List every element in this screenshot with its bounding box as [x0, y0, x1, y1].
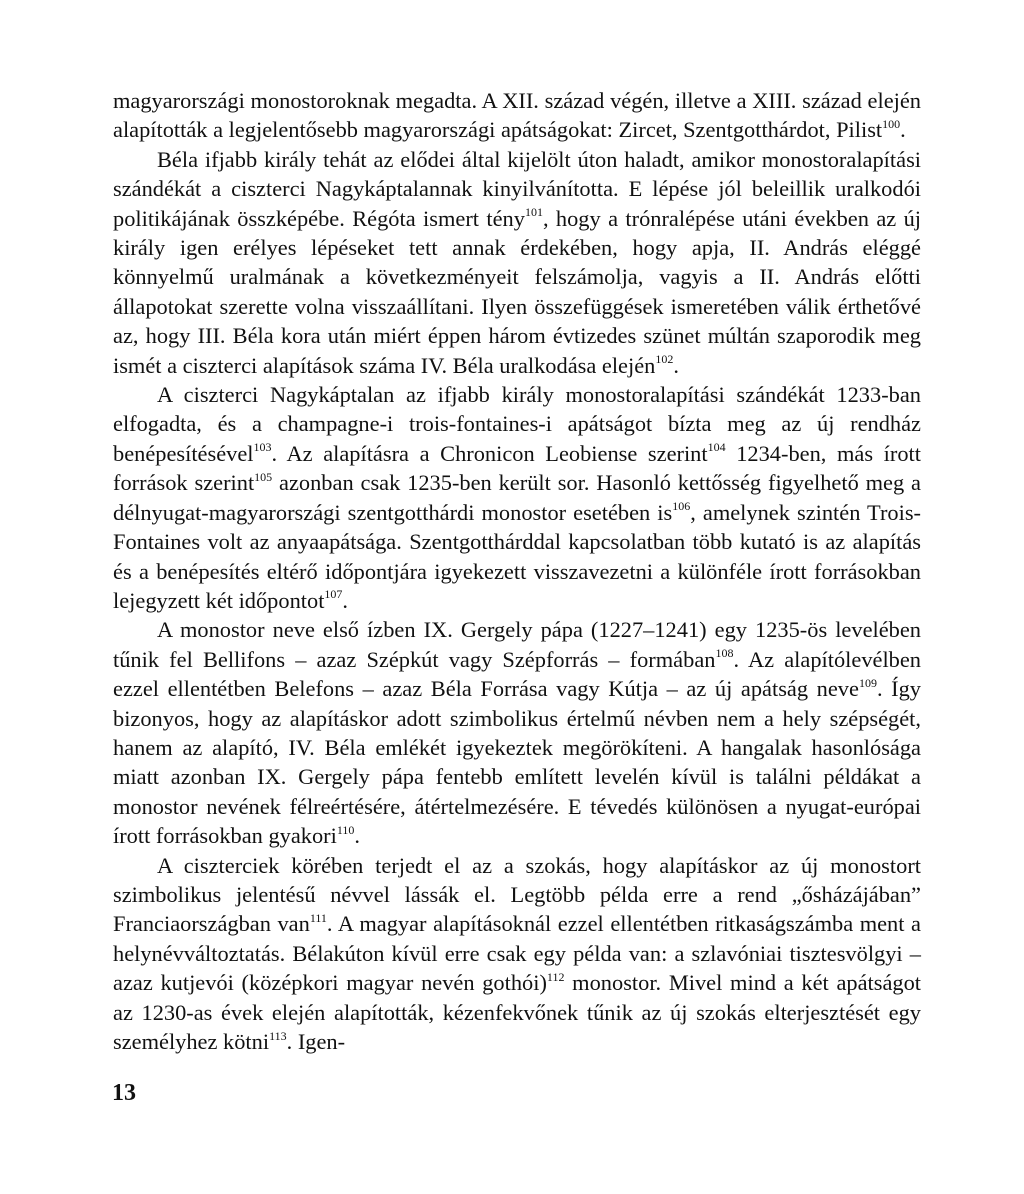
paragraph-5	[113, 851, 921, 1057]
footnote-ref: 113	[269, 1028, 287, 1043]
body-text	[113, 86, 921, 1056]
paragraph-2	[113, 145, 921, 380]
paragraph-4	[113, 615, 921, 850]
footnote-ref: 111	[309, 910, 327, 925]
page-number: 13	[112, 1080, 136, 1106]
text-run: .	[354, 823, 361, 849]
text-run: azonban csak 1235-ben került sor. Hasonló kettősség figyelhető meg a délnyugat-magyarországi szentgotthárdi monostor esetében is	[113, 470, 921, 525]
text-run: . Igen-	[286, 1029, 346, 1054]
text-run: , amelynek szintén Trois-Fontaines volt az anyaapátsága. Szentgotthárddal kapcsolatban több kutató is az alapítás és a benépesítés eltérő időpontjára igyekezett visszavezetni a különféle írott forrásokban lejegyzett két időpontot	[113, 499, 921, 613]
text-run: A monostor neve első ízben IX. Gergely pápa (1227–1241) egy 1235-ös levelében tűnik fel Bellifons – azaz Szépkút vagy Szépforrás – formában	[113, 617, 921, 672]
footnote-ref: 103	[253, 440, 272, 455]
footnote-ref: 108	[715, 646, 734, 661]
text-run: . A magyar alapításoknál ezzel ellentétben ritkaságszámba ment a helynévváltoztatás. Bélakúton kívül erre csak egy példa van: a szlavóniai tisztesvölgyi – azaz kutjevói (középkori magyar nevén gothói)	[113, 911, 921, 996]
text-run: 1234-ben, más írott források szerint	[113, 440, 922, 496]
text-run: A ciszterciek körében terjedt el az a szokás, hogy alapításkor az új monostort szimbolikus jelentésű névvel lássák el. Legtöbb példa erre a rend „ősházájában” Franciaországban van	[113, 852, 921, 937]
text-run: A ciszterci Nagykáptalan az ifjabb király monostoralapítási szándékát 1233-ban elfogadta, és a champagne-i trois-fontaines-i apátságot bízta meg az új rendház benépesítésével	[113, 382, 921, 466]
footnote-ref: 109	[858, 675, 877, 690]
text-run: .	[673, 352, 679, 378]
text-run: .	[342, 587, 349, 613]
footnote-ref: 112	[546, 969, 565, 984]
footnote-ref: 100	[882, 116, 901, 131]
paragraph-1	[113, 86, 921, 145]
footnote-ref: 105	[254, 469, 273, 484]
text-run: . Az alapításra a Chronicon Leobiense szerint	[271, 440, 708, 466]
footnote-ref: 110	[336, 822, 355, 837]
text-run: monostor. Mivel mind a két apátságot az 1230-as évek elején alapították, kézenfekvőnek tűnik az új szokás elterjesztését egy személyhez kötni	[113, 970, 922, 1054]
text-run: , hogy a trónralépése utáni években az új király igen erélyes lépéseket tett annak érdekében, hogy apja, II. András eléggé könnyelmű uralmának a következményeit felszámolja, vagyis a II. András előtti állapotokat szerette volna visszaállítani. Ilyen összefüggések ismeretében válik érthetővé az, hogy III. Béla kora után miért éppen három évtizedes szünet múltán szaporodik meg ismét a ciszterci alapítások száma IV. Béla uralkodása elején	[113, 205, 922, 378]
footnote-ref: 104	[707, 440, 726, 455]
footnote-ref: 101	[524, 205, 543, 220]
paragraph-3	[113, 380, 921, 615]
text-run: . Így bizonyos, hogy az alapításkor adott szimbolikus értelmű névben nem a hely szépségét, hanem az alapító, IV. Béla emlékét igyekeztek megörökíteni. A hangalak hasonlósága miatt azonban IX. Gergely pápa fentebb említett levelén kívül is találni példákat a monostor nevének félreértésére, átértelmezésére. E tévedés különösen a nyugat-európai írott forrásokban gyakori	[113, 676, 921, 849]
text-run: .	[900, 117, 906, 143]
text-run: Béla ifjabb király tehát az elődei által kijelölt úton haladt, amikor monostoralapítási szándékát a ciszterci Nagykáptalannak kinyilvánította. E lépése jól beleillik uralkodói politikájának összképébe. Régóta ismert tény	[113, 146, 921, 231]
footnote-ref: 102	[655, 352, 674, 367]
footnote-ref: 107	[324, 587, 343, 602]
text-run: magyarországi monostoroknak megadta. A XII. század végén, illetve a XIII. század elején alapították a legjelentősebb magyarországi apátságokat: Zircet, Szentgotthárdot, Pilist	[113, 88, 921, 143]
text-run: . Az alapítólevélben ezzel ellentétben Belefons – azaz Béla Forrása vagy Kútja – az új apátság neve	[113, 646, 921, 702]
footnote-ref: 106	[672, 499, 691, 514]
